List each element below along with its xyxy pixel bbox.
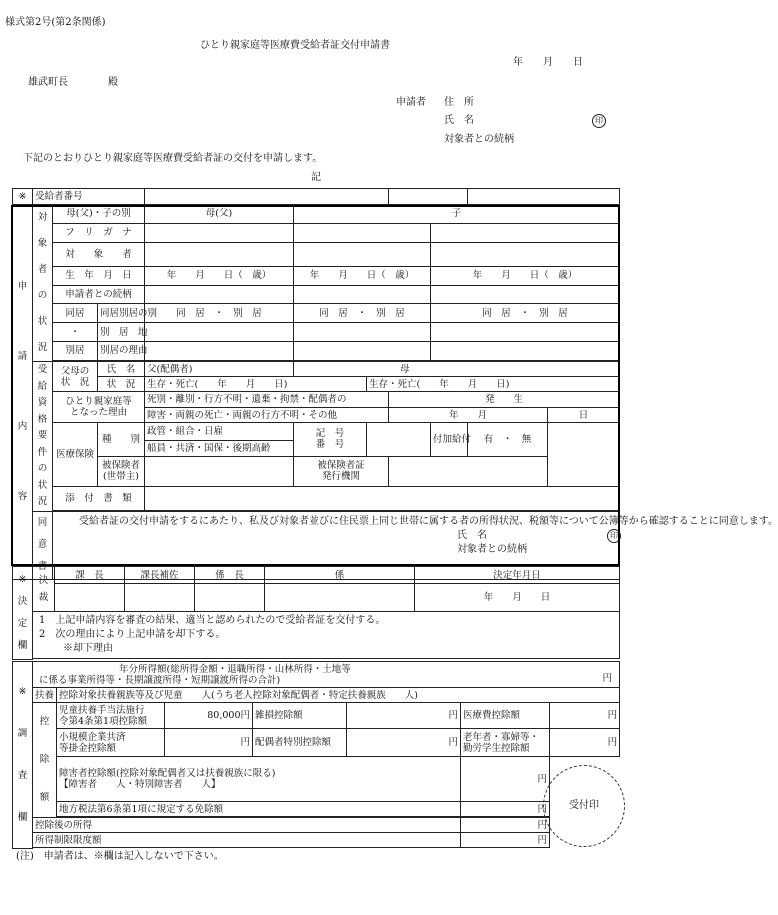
staff-stamp-field[interactable] bbox=[265, 584, 415, 612]
parent-child-label: 母(父)・子の別 bbox=[53, 205, 145, 224]
reason-options-line1[interactable]: 死別・離別・行方不明・遺棄・拘禁・配偶者の bbox=[145, 392, 389, 408]
child-deduction-amount: 80,000円 bbox=[165, 703, 253, 729]
chief-label: 課 長 bbox=[55, 567, 125, 584]
birthdate-label: 生 年 月 日 bbox=[53, 266, 145, 285]
medical-label: 医療費控除額 bbox=[461, 703, 550, 729]
disability-label: 障害者控除額(控除対象配偶者又は扶養親族に限る) 【障害者 人・特別障害者 人】 bbox=[57, 757, 461, 802]
insured-label: 被保険者 (世帯主) bbox=[98, 456, 145, 486]
target-side-label: 対 象 者 の 状 況 bbox=[33, 205, 53, 362]
casualty-yen[interactable]: 円 bbox=[347, 703, 461, 729]
section-head-label: 係 長 bbox=[195, 567, 265, 584]
decision-line-2: 2 次の理由により上記申請を却下する。 bbox=[39, 629, 226, 640]
father-name-field[interactable]: 父(配偶者) bbox=[145, 362, 294, 377]
insurance-kind-options-1[interactable]: 政管・組合・日雇 bbox=[145, 423, 294, 440]
spouse-yen[interactable]: 円 bbox=[347, 729, 461, 757]
child1-separate-address-field[interactable] bbox=[294, 323, 431, 342]
parent-column-header: 母(父) bbox=[145, 205, 294, 224]
intro-text: 下記のとおりひとり親家庭等医療費受給者証の交付を申請します。 bbox=[23, 153, 323, 164]
attachments-field[interactable] bbox=[145, 486, 620, 510]
separate-address-label: 別 居 地 bbox=[98, 323, 145, 342]
addressee: 雄武町長 殿 bbox=[28, 77, 118, 88]
symbol-number-field[interactable] bbox=[367, 423, 431, 456]
applicant-name-label: 氏 名 bbox=[444, 115, 474, 126]
parents-name-label: 氏 名 bbox=[98, 362, 145, 377]
applicant-address-label: 住 所 bbox=[444, 97, 474, 108]
casualty-label: 雑損控除額 bbox=[253, 703, 347, 729]
decision-line-3: ※却下理由 bbox=[63, 643, 113, 654]
deputy-label: 課長補佐 bbox=[125, 567, 195, 584]
child1-name-field[interactable] bbox=[294, 242, 431, 266]
occurrence-label: 発 生 bbox=[389, 392, 620, 408]
child-deduction-label: 児童扶養手当法施行 令第4条第1項控除額 bbox=[57, 703, 165, 729]
decided-date-label: 決定年月日 bbox=[415, 567, 620, 584]
mother-name-field[interactable]: 母 bbox=[294, 362, 620, 377]
income-yen: 円 bbox=[602, 672, 613, 684]
parents-alive-label: 状 況 bbox=[98, 377, 145, 392]
relation-label: 申請者との続柄 bbox=[53, 285, 145, 304]
income-row[interactable]: 年分所得額(総所得金額・退職所得・山林所得・土地等 に係る事業所得等・長期譲渡所得・短期譲渡所得の合計) 円 bbox=[33, 662, 620, 688]
medical-yen[interactable]: 円 bbox=[550, 703, 620, 729]
application-side-label: 申 請 内 容 bbox=[13, 205, 33, 580]
income-limit-yen[interactable]: 円 bbox=[461, 833, 550, 848]
decided-date-field[interactable]: 年 月 日 bbox=[415, 584, 620, 612]
recipient-number-field-2[interactable] bbox=[389, 189, 468, 205]
occurrence-date-field[interactable]: 年 月 bbox=[389, 408, 548, 423]
parent-cohabit-field[interactable]: 同 居 ・ 別 居 bbox=[145, 304, 294, 323]
child2-separate-address-field[interactable] bbox=[431, 323, 620, 342]
mother-alive-field[interactable]: 生存・死亡( 年 月 日) bbox=[367, 377, 620, 392]
insurance-label: 医療保険 bbox=[53, 423, 98, 486]
child1-furigana-field[interactable] bbox=[294, 223, 431, 242]
recipient-mark: ※ bbox=[13, 189, 33, 205]
spouse-label: 配偶者特別控除額 bbox=[253, 729, 347, 757]
income-limit-label: 所得制限限度額 bbox=[33, 833, 461, 848]
consent-relation[interactable]: 対象者との続柄 bbox=[457, 543, 527, 555]
consent-name[interactable]: 氏 名 印 bbox=[457, 529, 613, 543]
survey-table bbox=[12, 661, 620, 849]
decision-side-label: ※ 決 定 欄 bbox=[13, 567, 33, 660]
recipient-number-label: 受給者番号 bbox=[33, 189, 145, 205]
footer-note: (注) 申請者は、※欄は記入しないで下さい。 bbox=[16, 851, 224, 862]
insurance-kind-label: 種 別 bbox=[98, 423, 145, 456]
local-tax-yen[interactable]: 円 bbox=[461, 802, 550, 817]
applicant-label: 申請者 bbox=[396, 97, 426, 108]
cohabit-type-label: 同居別居の別 bbox=[98, 304, 145, 323]
small-business-label: 小規模企業共済 等掛金控除額 bbox=[57, 729, 165, 757]
form-title: ひとり親家庭等医療費受給者証交付申請書 bbox=[200, 40, 390, 51]
separate-label: 別居 bbox=[53, 342, 98, 361]
child1-cohabit-field[interactable]: 同 居 ・ 別 居 bbox=[294, 304, 431, 323]
small-business-yen[interactable]: 円 bbox=[165, 729, 253, 757]
parent-birthdate-field[interactable]: 年 月 日（ 歳） bbox=[145, 266, 294, 285]
extra-benefit-label: 付加給付 bbox=[431, 423, 468, 456]
target-name-label: 対 象 者 bbox=[53, 242, 145, 266]
issuer-field[interactable] bbox=[389, 456, 548, 486]
staff-label: 係 bbox=[265, 567, 415, 584]
symbol-number-label: 記 号 番 号 bbox=[294, 423, 367, 456]
decision-table bbox=[12, 566, 620, 660]
child-column-header: 子 bbox=[294, 205, 620, 224]
parent-relation-field[interactable] bbox=[145, 285, 294, 304]
deputy-stamp-field[interactable] bbox=[125, 584, 195, 612]
application-date[interactable]: 年 月 日 bbox=[513, 57, 583, 68]
cohabit-dot: ・ bbox=[53, 323, 98, 342]
after-deduction-label: 控除後の所得 bbox=[33, 818, 461, 833]
child2-relation-field[interactable] bbox=[431, 285, 620, 304]
child2-separate-reason-field[interactable] bbox=[431, 342, 620, 361]
qualify-side-label: 受 給 資 格 要 件 の 状 況 bbox=[33, 362, 53, 512]
survey-side-label: ※ 調 査 欄 bbox=[13, 662, 33, 849]
parent-separate-address-field[interactable] bbox=[145, 323, 294, 342]
child1-relation-field[interactable] bbox=[294, 285, 431, 304]
decide-label: 決 裁 bbox=[33, 567, 55, 612]
local-tax-label: 地方税法第6条第1項に規定する免除額 bbox=[57, 802, 461, 817]
attachments-label: 添 付 書 類 bbox=[53, 486, 145, 510]
parent-name-field[interactable] bbox=[145, 242, 294, 266]
child2-cohabit-field[interactable]: 同 居 ・ 別 居 bbox=[431, 304, 620, 323]
dependents-field[interactable]: 控除対象扶養親族等及び児童 人(うち老人控除対象配偶者・特定扶養親族 人) bbox=[57, 688, 620, 703]
ki-label: 記 bbox=[311, 172, 321, 183]
cohabit-label: 同居 bbox=[53, 304, 98, 323]
parents-status-label: 父母の 状 況 bbox=[53, 362, 98, 392]
issuer-label: 被保険者証 発行機関 bbox=[294, 456, 389, 486]
reason-label: ひとり親家庭等 となった理由 bbox=[53, 392, 145, 423]
insurance-kind-options-2[interactable]: 船員・共済・国保・後期高齢 bbox=[145, 440, 294, 456]
recipient-number-field[interactable] bbox=[145, 189, 389, 205]
child1-separate-reason-field[interactable] bbox=[294, 342, 431, 361]
reason-options-line2[interactable]: 障害・両親の死亡・両親の行方不明・その他 bbox=[145, 408, 389, 423]
applicant-seal: 印 bbox=[592, 114, 606, 128]
dependents-head: 扶養 bbox=[33, 688, 57, 703]
form-number: 様式第2号(第2条関係) bbox=[5, 17, 106, 28]
separate-reason-label: 別居の理由 bbox=[98, 342, 145, 361]
extra-benefit-field[interactable]: 有 ・ 無 bbox=[468, 423, 548, 456]
after-deduction-yen[interactable]: 円 bbox=[461, 818, 550, 833]
furigana-label: フ リ ガ ナ bbox=[53, 223, 145, 242]
decision-notes bbox=[33, 612, 620, 659]
child2-furigana-field[interactable] bbox=[431, 223, 620, 242]
reception-stamp: 受付印 bbox=[543, 765, 625, 847]
disability-yen[interactable]: 円 bbox=[461, 757, 550, 802]
elderly-label: 老年者・寡婦等・ 勤労学生控除額 bbox=[461, 729, 550, 757]
elderly-yen[interactable]: 円 bbox=[550, 729, 620, 757]
application-table bbox=[12, 188, 778, 580]
deduction-side-label: 控 除 額 bbox=[33, 703, 57, 818]
father-alive-field[interactable]: 生存・死亡( 年 月 日) bbox=[145, 377, 367, 392]
section-head-stamp-field[interactable] bbox=[195, 584, 265, 612]
applicant-relation-label: 対象者との続柄 bbox=[444, 134, 514, 145]
child1-birthdate-field[interactable]: 年 月 日（ 歳） bbox=[294, 266, 431, 285]
recipient-number-field-3[interactable] bbox=[468, 189, 620, 205]
decision-line-1: 1 上記申請内容を審査の結果、適当と認められたので受給者証を交付する。 bbox=[39, 615, 386, 626]
parent-furigana-field[interactable] bbox=[145, 223, 294, 242]
insured-field[interactable] bbox=[145, 456, 294, 486]
child2-name-field[interactable] bbox=[431, 242, 620, 266]
child2-birthdate-field[interactable]: 年 月 日（ 歳） bbox=[431, 266, 620, 285]
consent-side-label: 同 意 書 bbox=[33, 511, 53, 579]
parent-separate-reason-field[interactable] bbox=[145, 342, 294, 361]
chief-stamp-field[interactable] bbox=[55, 584, 125, 612]
occurrence-day-field[interactable]: 日 bbox=[548, 408, 620, 423]
consent-text: 受給者証の交付申請をするにあたり、私及び対象者並びに住民票上同じ世帯に属する者の所得状況、税額等について公簿等から確認することに同意します。 bbox=[79, 515, 778, 527]
